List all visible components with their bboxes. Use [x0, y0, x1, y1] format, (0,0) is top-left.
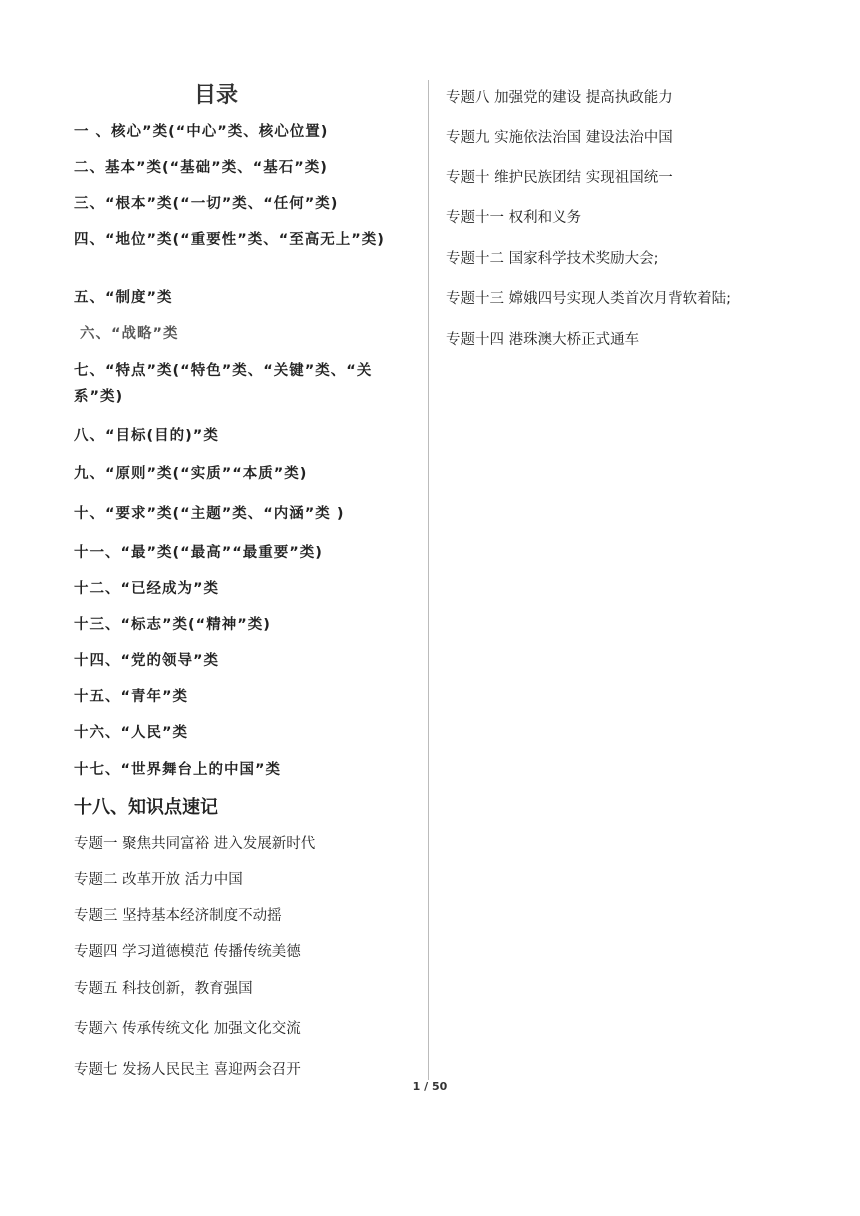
column-divider — [428, 80, 429, 1080]
toc-item: 四、“地位”类(“重要性”类、“至高无上”类) — [74, 232, 385, 248]
topic-item: 专题十 维护民族团结 实现祖国统一 — [446, 170, 673, 186]
toc-item: 十五、“青年”类 — [74, 689, 189, 705]
toc-item: 十二、“已经成为”类 — [74, 581, 220, 597]
toc-item: 十一、“最”类(“最高”“最重要”类) — [74, 545, 323, 561]
topic-item: 专题二 改革开放 活力中国 — [74, 872, 243, 888]
topic-item: 专题十三 嫦娥四号实现人类首次月背软着陆; — [446, 291, 731, 307]
topic-item: 专题九 实施依法治国 建设法治中国 — [446, 130, 673, 146]
toc-item: 一 、核心”类(“中心”类、核心位置) — [74, 124, 329, 140]
toc-item: 七、“特点”类(“特色”类、“关键”类、“关系”类) — [74, 363, 373, 405]
toc-item: 十六、“人民”类 — [74, 725, 189, 741]
toc-title: 目录 — [193, 83, 238, 108]
topic-item: 专题六 传承传统文化 加强文化交流 — [74, 1021, 301, 1037]
page-number: 1 / 50 — [412, 1080, 448, 1093]
toc-item: 三、“根本”类(“一切”类、“任何”类) — [74, 196, 339, 212]
toc-item: 六、“战略”类 — [80, 326, 179, 342]
section-heading: 十八、知识点速记 — [74, 797, 218, 818]
topic-item: 专题一 聚焦共同富裕 进入发展新时代 — [74, 836, 316, 852]
topic-item: 专题十一 权利和义务 — [446, 210, 582, 226]
topic-item: 专题八 加强党的建设 提高执政能力 — [446, 90, 673, 106]
topic-item: 专题四 学习道德模范 传播传统美德 — [74, 944, 301, 960]
topic-item: 专题三 坚持基本经济制度不动摇 — [74, 908, 282, 924]
topic-item: 专题七 发扬人民民主 喜迎两会召开 — [74, 1062, 301, 1078]
topic-item: 专题十二 国家科学技术奖励大会; — [446, 251, 659, 267]
toc-item: 十七、“世界舞台上的中国”类 — [74, 762, 282, 778]
toc-item: 九、“原则”类(“实质”“本质”类) — [74, 466, 308, 482]
toc-item: 十四、“党的领导”类 — [74, 653, 220, 669]
topic-item: 专题十四 港珠澳大桥正式通车 — [446, 332, 640, 348]
topic-item: 专题五 科技创新，教育强国 — [74, 981, 253, 997]
toc-item: 八、“目标(目的)”类 — [74, 428, 219, 444]
toc-item: 十三、“标志”类(“精神”类) — [74, 617, 271, 633]
toc-item: 二、基本”类(“基础”类、“基石”类) — [74, 160, 328, 176]
toc-item: 十、“要求”类(“主题”类、“内涵”类 ) — [74, 506, 345, 522]
toc-item: 五、“制度”类 — [74, 290, 173, 306]
